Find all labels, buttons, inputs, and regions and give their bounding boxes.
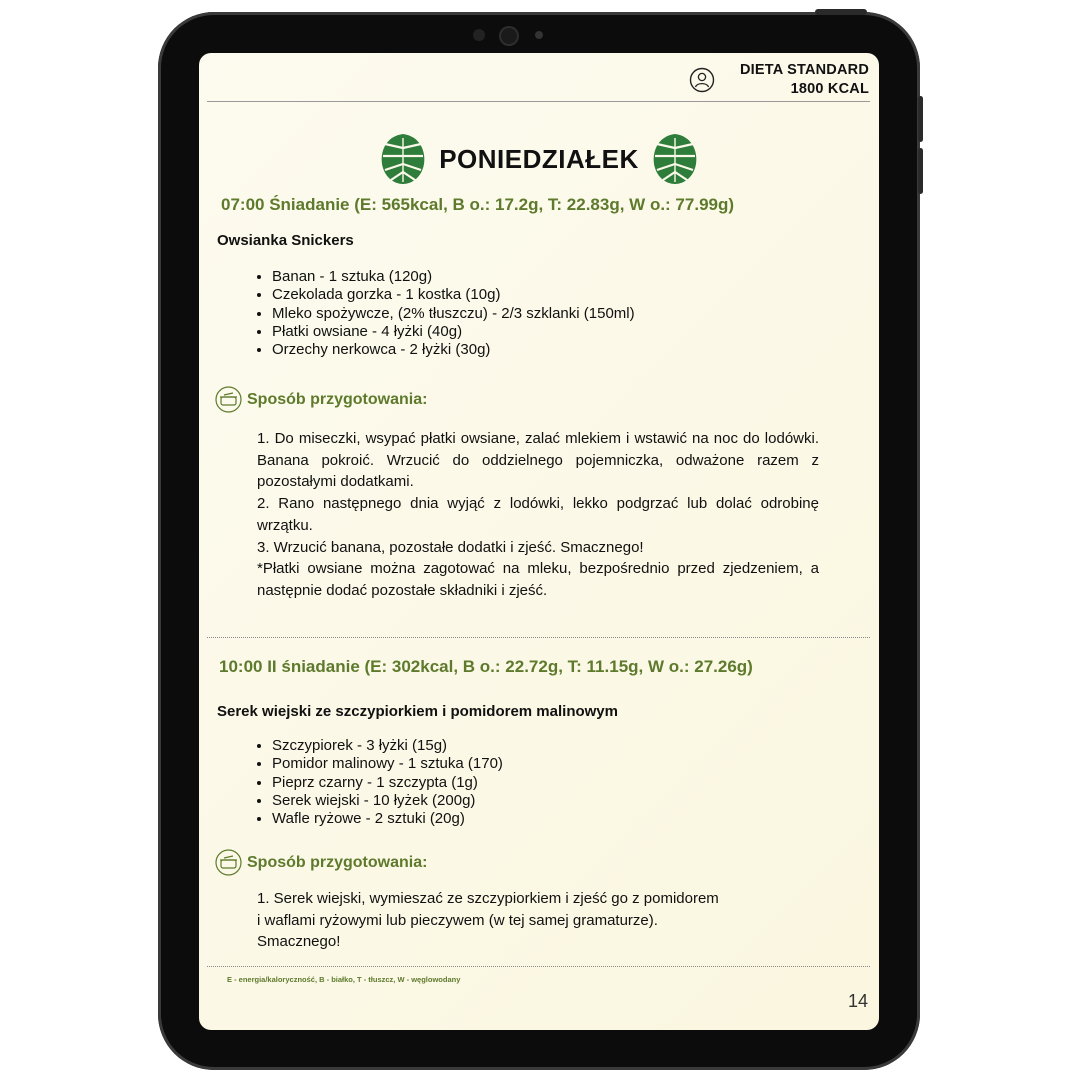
meal-header: 07:00 Śniadanie (E: 565kcal, B o.: 17.2g, T: 22.83g, W o.: 77.99g): [221, 195, 735, 214]
list-item: • Czekolada gorzka - 1 kostka (10g): [272, 286, 635, 304]
step-text: 3. Wrzucić banana, pozostałe dodatki i zjeść. Smacznego!: [257, 538, 644, 556]
page-number: 14: [847, 991, 868, 1011]
list-item: • Pomidor malinowy - 1 sztuka (170): [272, 755, 503, 773]
preparation-heading: [215, 386, 427, 413]
tablet-screen: [199, 53, 879, 1030]
list-item: • Szczypiorek - 3 łyżki (15g): [272, 737, 503, 755]
preparation-label: Sposób przygotowania:: [247, 390, 428, 408]
step-text: 2. Rano następnego dnia wyjąć z lodówki, lekko podgrzać lub dolać odrobinę wrzątku.: [257, 495, 819, 534]
list-item: • Serek wiejski - 10 łyżek (200g): [272, 792, 503, 810]
list-item: • Mleko spożywcze, (2% tłuszczu) - 2/3 szklanki (150ml): [272, 305, 635, 323]
front-camera: [499, 26, 519, 46]
meal-header: 10:00 II śniadanie (E: 302kcal, B o.: 22.72g, T: 11.15g, W o.: 27.26g): [219, 657, 753, 676]
diet-name: DIETA STANDARD: [740, 62, 869, 78]
step-text: Smacznego!: [257, 933, 341, 951]
cooking-pot-icon: [215, 386, 242, 413]
list-item: • Płatki owsiane - 4 łyżki (40g): [272, 323, 635, 341]
section-divider: [207, 637, 870, 638]
preparation-steps: [257, 888, 837, 953]
step-text: 1. Do miseczki, wsypać płatki owsiane, zalać mlekiem i wstawić na noc do lodówki. Banana pokroić. Wrzucić do oddzielnego pojemniczka, odważone razem z pozostałymi dodatkami.: [257, 430, 819, 491]
day-title: PONIEDZIAŁEK: [439, 143, 639, 174]
list-item: • Banan - 1 sztuka (120g): [272, 268, 635, 286]
preparation-heading: [215, 849, 427, 876]
ingredient-list: [254, 737, 503, 828]
sensor-dot: [473, 29, 485, 41]
day-heading: [199, 131, 879, 187]
preparation-label: Sposób przygotowania:: [247, 853, 428, 871]
dish-name: Owsianka Snickers: [217, 232, 354, 249]
ingredient-list: [254, 268, 635, 359]
preparation-steps: [257, 428, 819, 602]
user-circle-icon: [689, 67, 715, 93]
list-item: • Orzechy nerkowca - 2 łyżki (30g): [272, 341, 635, 359]
power-button: [815, 9, 867, 15]
list-item: • Wafle ryżowe - 2 sztuki (20g): [272, 810, 503, 828]
cooking-pot-icon: [215, 849, 242, 876]
volume-up-button: [918, 96, 923, 142]
monstera-leaf-icon: [651, 132, 699, 186]
footer-divider: [207, 966, 870, 967]
diet-title: [740, 61, 869, 99]
diet-calories: 1800 KCAL: [790, 81, 869, 97]
step-text: *Płatki owsiane można zagotować na mleku, bezpośrednio przed zjedzeniem, a następnie dodać pozostałe składniki i zjeść.: [257, 560, 819, 599]
dish-name: Serek wiejski ze szczypiorkiem i pomidorem malinowym: [217, 703, 618, 720]
monstera-leaf-icon: [379, 132, 427, 186]
list-item: • Pieprz czarny - 1 szczypta (1g): [272, 774, 503, 792]
volume-down-button: [918, 148, 923, 194]
step-text: i waflami ryżowymi lub pieczywem (w tej samej gramaturze).: [257, 911, 658, 929]
abbreviation-legend: E - energia/kaloryczność, B - białko, T - tłuszcz, W - węglowodany: [227, 975, 461, 984]
step-text: 1. Serek wiejski, wymieszać ze szczypiorkiem i zjeść go z pomidorem: [257, 890, 719, 907]
camera-flash-dot: [535, 31, 543, 39]
header-divider: [207, 101, 870, 102]
